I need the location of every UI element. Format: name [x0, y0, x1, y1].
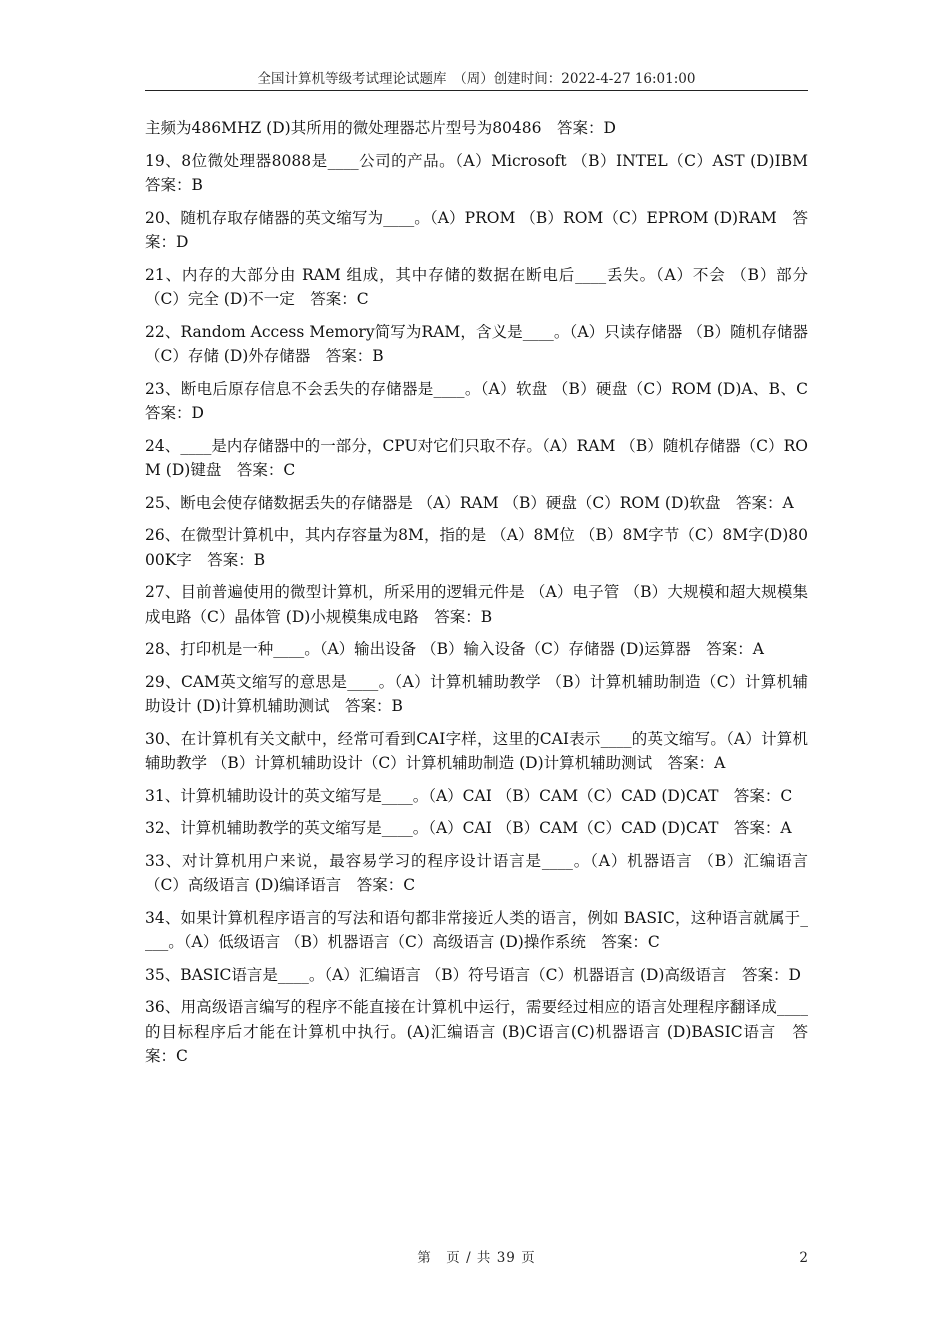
question-item: 36、用高级语言编写的程序不能直接在计算机中运行，需要经过相应的语言处理程序翻译成____的目标程序后才能在计算机中执行。(A)汇编语言 (B)C语言(C)机器语言 (D)BASIC语言 答案：C: [145, 998, 808, 1065]
question-item: 21、内存的大部分由 RAM 组成，其中存储的数据在断电后____丢失。（A）不会 （B）部分（C）完全 (D)不一定 答案：C: [145, 265, 808, 308]
question-item: 26、在微型计算机中，其内存容量为8M，指的是 （A）8M位 （B）8M字节（C）8M字(D)8000K字 答案：B: [145, 526, 808, 569]
question-item: 19、8位微处理器8088是____公司的产品。（A）Microsoft （B）INTEL（C）AST (D)IBM 答案：B: [145, 151, 824, 194]
question-item: 23、断电后原存信息不会丢失的存储器是____。（A）软盘 （B）硬盘（C）ROM (D)A、B、C 答案：D: [145, 379, 824, 422]
page-number: 2: [799, 1250, 808, 1266]
page-header: 全国计算机等级考试理论试题库 （周）创建时间：2022-4-27 16:01:00: [145, 70, 808, 91]
question-item: 25、断电会使存储数据丢失的存储器是 （A）RAM （B）硬盘（C）ROM (D)软盘 答案：A: [145, 493, 794, 512]
question-item: 主频为486MHZ (D)其所用的微处理器芯片型号为80486 答案：D: [145, 119, 616, 137]
question-item: 27、目前普遍使用的微型计算机，所采用的逻辑元件是 （A）电子管 （B）大规模和超大规模集成电路（C）晶体管 (D)小规模集成电路 答案：B: [145, 583, 808, 626]
question-item: 33、对计算机用户来说，最容易学习的程序设计语言是____。（A）机器语言 （B）汇编语言（C）高级语言 (D)编译语言 答案：C: [145, 851, 808, 894]
question-list: [145, 116, 824, 1077]
question-item: 20、随机存取存储器的英文缩写为____。（A）PROM （B）ROM（C）EPROM (D)RAM 答案：D: [145, 208, 808, 251]
question-item: 35、BASIC语言是____。（A）汇编语言 （B）符号语言（C）机器语言 (D)高级语言 答案：D: [145, 965, 801, 984]
question-item: 24、____是内存储器中的一部分，CPU对它们只取不存。（A）RAM （B）随机存储器（C）ROM (D)键盘 答案：C: [145, 436, 808, 479]
question-item: 32、计算机辅助教学的英文缩写是____。（A）CAI （B）CAM（C）CAD (D)CAT 答案：A: [145, 819, 792, 837]
question-item: 31、计算机辅助设计的英文缩写是____。（A）CAI （B）CAM（C）CAD (D)CAT 答案：C: [145, 786, 793, 805]
question-item: 22、Random Access Memory简写为RAM，含义是____。（A）只读存储器 （B）随机存储器（C）存储 (D)外存储器 答案：B: [145, 322, 808, 365]
question-item: 30、在计算机有关文献中，经常可看到CAI字样，这里的CAI表示____的英文缩写。（A）计算机辅助教学 （B）计算机辅助设计（C）计算机辅助制造 (D)计算机辅助测试 答案：A: [145, 729, 808, 772]
page-count: 第 页 / 共 39 页: [417, 1250, 536, 1266]
question-item: 29、CAM英文缩写的意思是____。（A）计算机辅助教学 （B）计算机辅助制造（C）计算机辅助设计 (D)计算机辅助测试 答案：B: [145, 672, 808, 715]
question-item: 28、打印机是一种____。（A）输出设备 （B）输入设备（C）存储器 (D)运算器 答案：A: [145, 640, 764, 658]
question-item: 34、如果计算机程序语言的写法和语句都非常接近人类的语言，例如 BASIC，这种语言就属于____。（A）低级语言 （B）机器语言（C）高级语言 (D)操作系统 答案：C: [145, 908, 808, 951]
page-footer: [145, 1248, 808, 1268]
